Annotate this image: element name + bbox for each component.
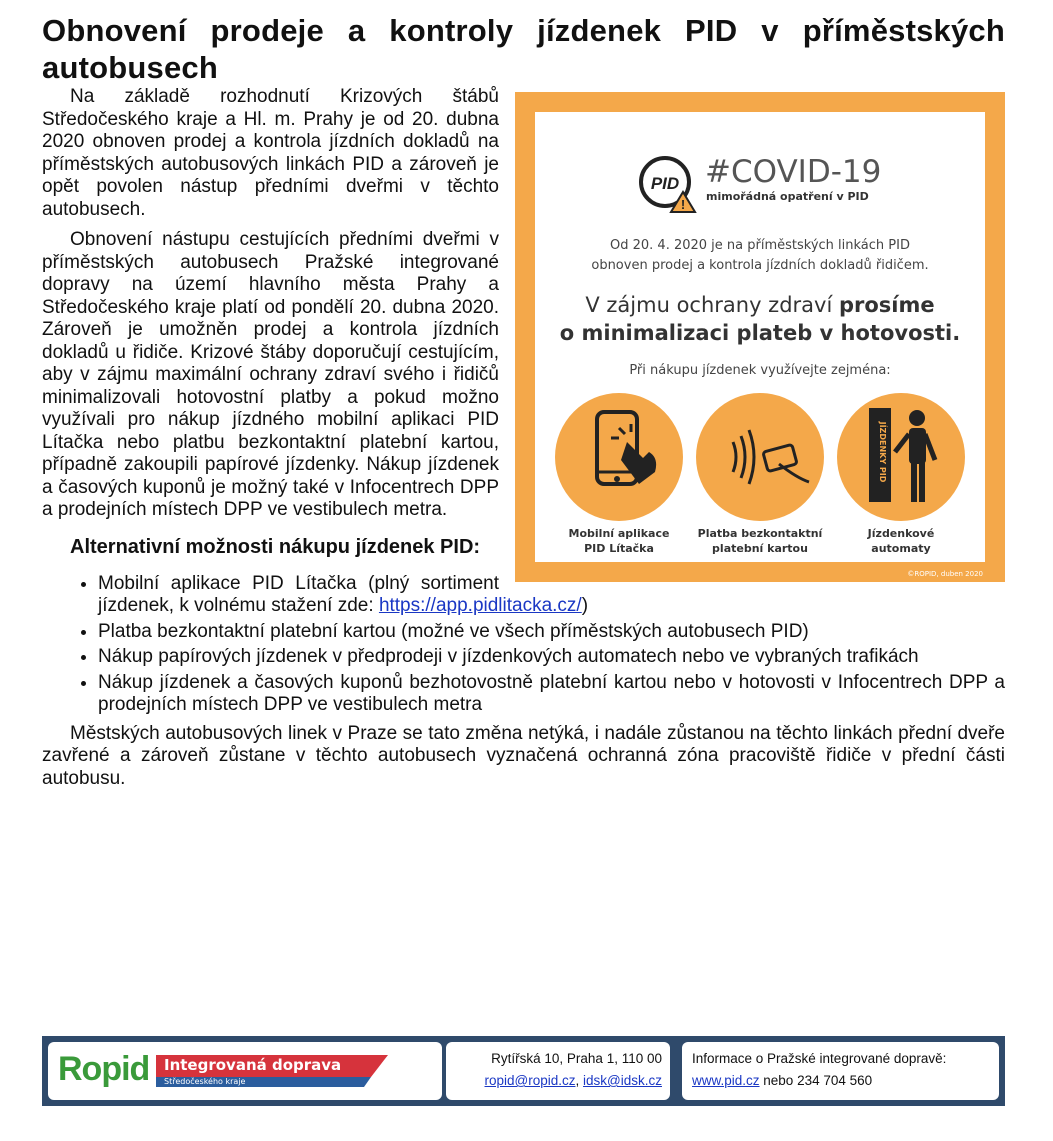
app-link[interactable]: https://app.pidlitacka.cz/ (378, 595, 582, 616)
poster-subline: Při nákupu jízdenek využívejte zejména: (629, 363, 891, 378)
ids-banner (156, 1055, 376, 1089)
email-ropid-link[interactable]: ropid@ropid.cz (484, 1073, 576, 1088)
icon1-label-2: PID Lítačka (584, 542, 654, 555)
covid-subtitle: mimořádná opatření v PID (706, 190, 869, 203)
list-item: • Mobilní aplikace PID Lítačka (plný sortiment jízdenek, k volnému stažení zde: https://app.pidlitacka.cz/) (98, 573, 1005, 618)
options-list (42, 573, 1005, 717)
machine-label: JÍZDENKY PID (878, 421, 887, 483)
icon3-label-1: Jízdenkové (867, 527, 935, 540)
paragraph-1: Na základě rozhodnutí Krizových štábů Středočeského kraje a Hl. m. Prahy je od 20. dubna 2020 obnoven prodej a kontrola jízdních dokladů na příměstských autobusových linkách PID a zároveň je opět povolen nástup předními dveřmi v těchto autobusech. (42, 86, 499, 220)
icon2-label-2: platební kartou (712, 542, 808, 555)
footer (42, 1036, 1005, 1106)
icon2-label-1: Platba bezkontaktní (697, 527, 823, 540)
mobile-app-icon (555, 393, 683, 521)
footer-logo-box (48, 1042, 442, 1100)
poster-credit: ©ROPID, duben 2020 (907, 570, 983, 578)
covid-tag: #COVID-19 (705, 154, 882, 190)
list-item: • Nákup jízdenek a časových kuponů bezhotovostně platební kartou nebo v hotovosti v Infocentrech DPP a prodejních místech DPP ve vestibulech metra (98, 672, 1005, 717)
page-title: Obnovení prodeje a kontroly jízdenek PID v příměstských autobusech (42, 13, 1005, 85)
banner-subtitle: Středočeského kraje (164, 1077, 246, 1086)
paragraph-3: Městských autobusových linek v Praze se tato změna netýká, i nadále zůstanou na těchto linkách přední dveře zavřené a zároveň zůstane v těchto autobusech vyznačená ochranná zóna pracoviště řidiče v přední části autobusu. (42, 722, 1005, 789)
address: Rytířská 10, Praha 1, 110 00 (491, 1051, 662, 1066)
web-line: www.pid.cz nebo 234 704 560 (692, 1073, 873, 1088)
banner-title: Integrovaná doprava (164, 1056, 342, 1074)
poster-content (535, 112, 985, 562)
footer-address-box (446, 1042, 670, 1100)
section-heading: Alternativní možnosti nákupu jízdenek PID: (70, 535, 481, 558)
poster-headline-2: o minimalizaci plateb v hotovosti. (559, 321, 961, 345)
icon1-label-1: Mobilní aplikace (568, 527, 670, 540)
list-item: • Platba bezkontaktní platební kartou (možné ve všech příměstských autobusech PID) (98, 621, 1005, 644)
info-text: Informace o Pražské integrované dopravě: (692, 1051, 947, 1066)
poster-graphic (535, 112, 985, 562)
ropid-logo: Ropid (58, 1050, 150, 1088)
paragraph-2: Obnovení nástupu cestujících předními dveřmi v příměstských autobusech Pražské integrované dopravy na území hlavního města Prahy a Středočeského kraje platí od pondělí 20. dubna 2020. Zároveň je umožněn prodej a kontrola jízdních dokladů u řidiče. Krizové štáby doporučují cestujícím, aby v zájmu maximální ochrany zdraví svého i řidičů minimalizovali hotovostní platby a pokud možno využívali pro nákup jízdného mobilní aplikaci PID Lítačka nebo platbu bezkontaktní platební kartou, případně zakoupili papírové jízdenky. Nákup jízdenek a časových kuponů je možný také v Infocentrech DPP a prodejních místech DPP ve vestibulech metra. (42, 229, 499, 520)
ticket-machine-icon (837, 393, 965, 521)
document (42, 12, 1005, 798)
poster-line-1: Od 20. 4. 2020 je na příměstských linkách PID (610, 238, 910, 253)
pid-logo-text: PID (650, 174, 680, 193)
poster-line-2: obnoven prodej a kontrola jízdních dokladů řidičem. (591, 258, 929, 273)
email-idsk-link[interactable]: idsk@idsk.cz (583, 1073, 662, 1088)
svg-text:!: ! (680, 197, 686, 212)
email-line: ropid@ropid.cz, idsk@idsk.cz (484, 1073, 662, 1088)
covid-poster (515, 92, 1005, 582)
poster-headline-1: V zájmu ochrany zdraví prosíme (585, 293, 935, 317)
pid-logo (641, 158, 695, 212)
icon3-label-2: automaty (871, 542, 931, 555)
footer-info-box (682, 1042, 999, 1100)
pid-web-link[interactable]: www.pid.cz (692, 1073, 760, 1088)
list-item: • Nákup papírových jízdenek v předprodeji v jízdenkových automatech nebo ve vybraných trafikách (98, 646, 1005, 669)
contactless-card-icon (696, 393, 824, 521)
